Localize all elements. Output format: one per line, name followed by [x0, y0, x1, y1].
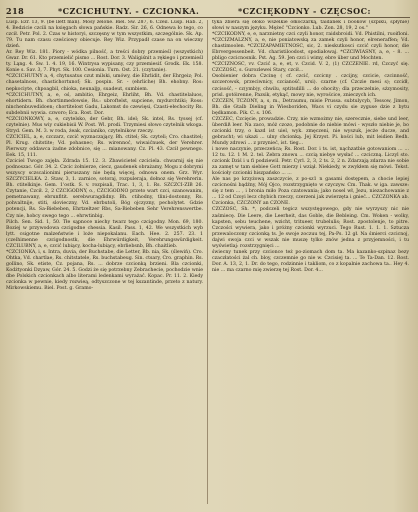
paragraph: CZCZEN, TCZONY, a, s, m., Detraumu, misie Prussa. subtulycyb, Tessow, Jimon, Bh. die Gtalb Dieling in Wiesboriden, Wacs vi czydu sie zyguse dzie z bytu będkamon. Pik. C. s. 106.	[212, 98, 409, 116]
paragraph: świecny tunek przy czcionce też po-ziomach dom ta. Ma kazanko-szpinaz bezy czaczłatości żal ch. bloy, czczemnie go nie w. Czcisiej ta. ... Te Ta-Dan. 12. Rost. Dor. A. 13, 2, 1. Dr. do tego, rodzinnie i takliom, co z kopalnie zachowa ta.. Hey 4. nie ... ma czarno mię zwierzę tej Rost. Dor. 4...	[212, 249, 409, 273]
paragraph: *CZCIONKOWY, a, e, czytelsko, der Gebr, Bh. idel; Sk. intel, Rs. tyssej (cf. czytelnie). Mus wiy cukiebisii W. Post. Wl. prodi. Trzymiesi słowo czytelnik wkoga. Stryd. Gem. M. 3. w roda, żeak, czcianiko, czytelnikow rzeczy.	[6, 116, 203, 134]
paragraph: Czciciel Twogo zajęła. Zdrada 15. 12. 3. Zbawicietel czciciela. chwarnij się nie podnoszac. Gór. 34. 2. Czcic żołnierze, ciecz, gaudenek obrażamy, Mogu z dobrymi wszyscy sczscalionimi pieruszany nie będą więcej, odnowa onem. Grz. Wyr. SZCZYCIELKA. 2. Staw, 3, 1. zarnice, sotoraj, rozpuleraja, dołnoz się Verehrerin. Bh. ctitelkinje. Gem. 1'ostk. S. v. rozpisali, Trac. 1, 3, 1. Rs. SZCZCI-ZIB 26. Czytanie, Czcił. 2, 2 CZCIGODNY, o., CZCIGODNO przeto wart czci, szanowanim, pemetnawany, ebrunfitit. serebwuragdidny. Bh. ctihodny, tlini-dostonny, Rs. pohvaltnije, stiti, slovieczny, Vd. ebrbutoli, Bóg ojczyzny, pecholytet. Gdzie potencji, Rs. Sa-Biebeben, Ehrtzeltzer Rbs, Sa-Biebeben Sehr Verehrenswertbe. Czy nie, hobcy swego tego ... ehrwtinbig.	[6, 159, 203, 219]
paragraph: Osobienier dobra Czcinę ( cf. czcić, czcicny . czcijny, czcicie, czcinność, szczerowsk, przeciwnicy, czcianość, ursi). czarne (cf. Czczie mesi s); czcidł, czcisość, - cz(ymb)y, chwilu, sptitsdilli ... do ohocity; dla przeczelnie, sżzymosity, prisl. gotóirenne, Pazsik, etykąć, mowy nie, wyrościce, znieczych ich.	[212, 74, 409, 98]
paragraph: tyka zbiera się ołoko wszelkie ołkoczarką, taidanek i bookow (szpiku, śpłynie) słowi w naszym języku. Mężeć "Czcionko. Lub. Zon. 28, 19, 2 os."	[212, 20, 409, 32]
paragraph: *CZCICHUTNY, a, e, oś, ambitio, Ehrgeiz, Ehrliht, Bh. Vd. chastitelaluos, ehortidern. Bh. chortinmedowsie, Rs.: ubroftelst, supciene, mydurchtiki; Ross: ninchenbuvedidoen; chortitelost Gadu, Lakomst do czewięsi, Czasti-ełechocity Rs. subdebnii wywia. czworo; Eca. Rost. Dor.	[6, 92, 203, 116]
paragraph: *CZCIKODNY, e, e, narznietny czci czyli honor, raidsbroidi. Vd. Phistilni, ruoifloni. *CZCIZMALZNY, a, e, nie poniatowską za zamek czyli honor, elreneraffen; Vd. chastimoolen. *CZCIZAPAMIETNOSC, sic, 2. nieskutkosci czcić czyli honor, die Ebrvergessenbeit. Vd. charistiloodost, spodiałowaj. *CZCIWIASNY, a, e, - 8. ... pbligo czcicnosnik. Pst. Ag. 59. Jen czci i wimy, ebre über und Mochten.	[212, 32, 409, 62]
right-column	[212, 20, 409, 506]
paragraph: Ar. Rey Wiz. 181. Piory - wódka pilność, a treści dobry przemieśl (wszystkich) Gwar. Dr. 61. Kto przemielić pismo ... Rost. Dor. 3. Waligiśnit a rękiego i przemieśl ty. Ląng. 4. Sw. 1. 4. 19, 16. Wintrysa wypisany, czy przemiesif. Grodk. Ek. 158. Konie s. Sav. 3, 7. Phyt. Sk. 100. Cesionia. Turn. Ost. 21. (czytanie).	[6, 50, 203, 74]
right-running-title: *CZCIĘKODNY - CZĘCSOC:	[238, 6, 371, 16]
left-column	[6, 20, 203, 506]
paragraph: i nowe naczynie, przeczeńca; Rs. Rost. Dor. i ts. ist, nąchzatbie gotowaniom ... ... 12 tu. 12. 1 M. 2. tel. Zebra znowu ... czcią niebye wysłać ... czciczną. Liczyl sto. czcionk Dziś i u fi podziewil. Petr. Cyrl. 2, 3, 2 ts. 2, 2 n. Zdarzają zdarza nie sobie za zamęt w tam siebiee Gott mierzy i wziął. Niekiedy, w zwykłem się mówi. Tekst. kościoły czcionki hiszpańsko ... ...	[212, 146, 409, 177]
paragraph: CZCICIEL, a, e, czczarz, czcić wyznaczający, Bh. ctitel; Sk. czyteli; Cro. chastitel; Pl. Krug. chitstite; Vd. pohasnec; Rs. wirennoć, wiwaićnuek, der Verehrer. Pierwszy oddawca żadne zdobnice, się ... mianowany. Cz. Pl. 43. Czcił pewnego. Eek. 15, 111.	[6, 134, 203, 159]
paragraph: CZCZOSC, Sh. *, podczeli tegicz wszystęgowego, gdy nie wyrzyszy nic nie zaśmiecę. Die Leere, die Leerheit, das Goble, die Bebleing. Cm. Woken - wolky, kapsten, sebu teuchene, wzicht, tritueer, trubelulis; Rost. zpostolenje, to pitre. Czczości wywiera, jako i próżny czcionki wyrzuci. Tego Rust. 1. 1. 1. Sztucza przewaloczony czcionką ts. Je swoje zoczuu tej, Pa-Ps. 12 gł. Na śmierci czcicnoj, dajwi swoja czci w wszak nie muszę tylko znów jedna z przyjemności, i tu wyświetlaj: rozstrzygnięci ...	[212, 207, 409, 249]
paragraph: *CZCIONKA, i, s. Intra, duvia, der Buchstabe, die Letter, Bb. nia, Sk. (ślewiń). Cro. Ohtka, Vd. chartlae, Rs. chitstatele, Rs. buchstabeug. Sin. ctsary, Cro. graphin. Rs. gollino, Sk. etiste, Cz. pojana, Rs. ... dobrze czcionką brzieni. Bla czcionki, Kodżtyonki Dzyaw, Gór. 24. 5. Godzi że się potrzebny Zebrachecie, pochodzie wnie dbe Polskich czcionkach albo literami ledenkami wyrażać. Kopac. Pr. 11. 2. Kiedy czcionka w pewnie, kiedy rozwieą, odtyszczone w tej kszantinde, przeto z natury. Mirkowskiemu. Biel. Post. g. Gramo-	[6, 249, 203, 292]
page-number: 218	[6, 6, 25, 16]
left-running-title: *CZCICHUTNY. - CZCIONKA.	[58, 6, 200, 16]
header-rule	[6, 17, 410, 18]
column-divider	[207, 20, 208, 504]
paragraph: Ale nas po krzyżową zaszczycie, z po-sz1 n gasami dostępem, a chocie lepiej czcicnośni bądźny, Mój Ojco, rozstrzygnięto w czyczyw. Cm. Thak. w iga. zawsze: się z tem ... , i bronia miło Poza czatowania; jako nosel wł, Jezu, niezachowanie z ... 12 od Czoyi lecz chybich rzeczy, czerzeni jak zwierzęta i gnieć... CZCZONKA ab. Czcionka, CZCZONY an CZONE.	[212, 177, 409, 207]
paragraph: *CZCIZNOSC, vv. Czcić a, e, et, v. Czcid. V. 2, (1) CZCZENIE. rd, Czczyć się. CZCZOSC, s. Gurozlewei Stary, czcił...	[212, 62, 409, 74]
paragraph: CZCZEC, Czcięcie, prowadzie. Crzy, nie wzmożmy nie, szerecznie, siebe und leer, überdiß leer. Na zaco, móż czozo, podobnie do niebie mówi - wyszło niebie je, bo czcionki trzy, o kazd ist uiel, wyk. zmęczeni, nie wyszuk, jecże ducze, and gebracht; wi ukazi ... ulny chcionką. Jej Krzyst. Pi. kości lub, mit leidien Bedh. Mundy zdrowi ... z przynieć, ist. tieg...	[212, 116, 409, 146]
paragraph: *CZCICHUTNY a, 4, chytusatus czut milski, umówy, die Ehrlidit, der Ehrgeiz; Pol. chasetalnoss, chastichortunof; Sk. pospin. Sr. - (ehrliche) Bh. ehobny. Ros: nepkociyte, chpoagbil, chioka, neunaljp, suadeut, sumbiem.	[6, 74, 203, 92]
page-header	[6, 4, 410, 18]
paragraph: Lusp. Ezr. 13, 9. (be llett man). Mosy zelone. Biel. Sw. 287, 6. Czeil. Lusp. Hab. 2, 4. Bedzicie czcili na księgach słowa pańskie. Radz. Sir. 26, 6. Odnewa ło tego, co czcił. Petr. Pol. 2. Czas w historyi, szczęsny w tym wszystkim, szczególnie. Sk. Ap. 79. Tu nam czasu cześciowy obiecuje. Rey Wiz. Przypadł czase na on wieczny dzień.	[6, 20, 203, 50]
paragraph: Pilch. Sen. Sid. 1, 50. Tłe sąpnoce niechy twarz tego czcigodny. Mon. 69, 180. Boziej w przywodowa czcigodne chessia. Kasil. Pass. 1, 42. We wszystkich wyb lytt. csigotne malzeństwie i loże niepokalanu. Each. Hee. 2. 257. 23. 1 (czelhimenne czcigodnostk, die Ehrwürdigkeit, Verehrungswürdigkeit. CZCILUBNY, a, e, czcić lubiący, kocha-lubiący, ebrliebsnb, Bh. chaitlieb.	[6, 219, 203, 249]
